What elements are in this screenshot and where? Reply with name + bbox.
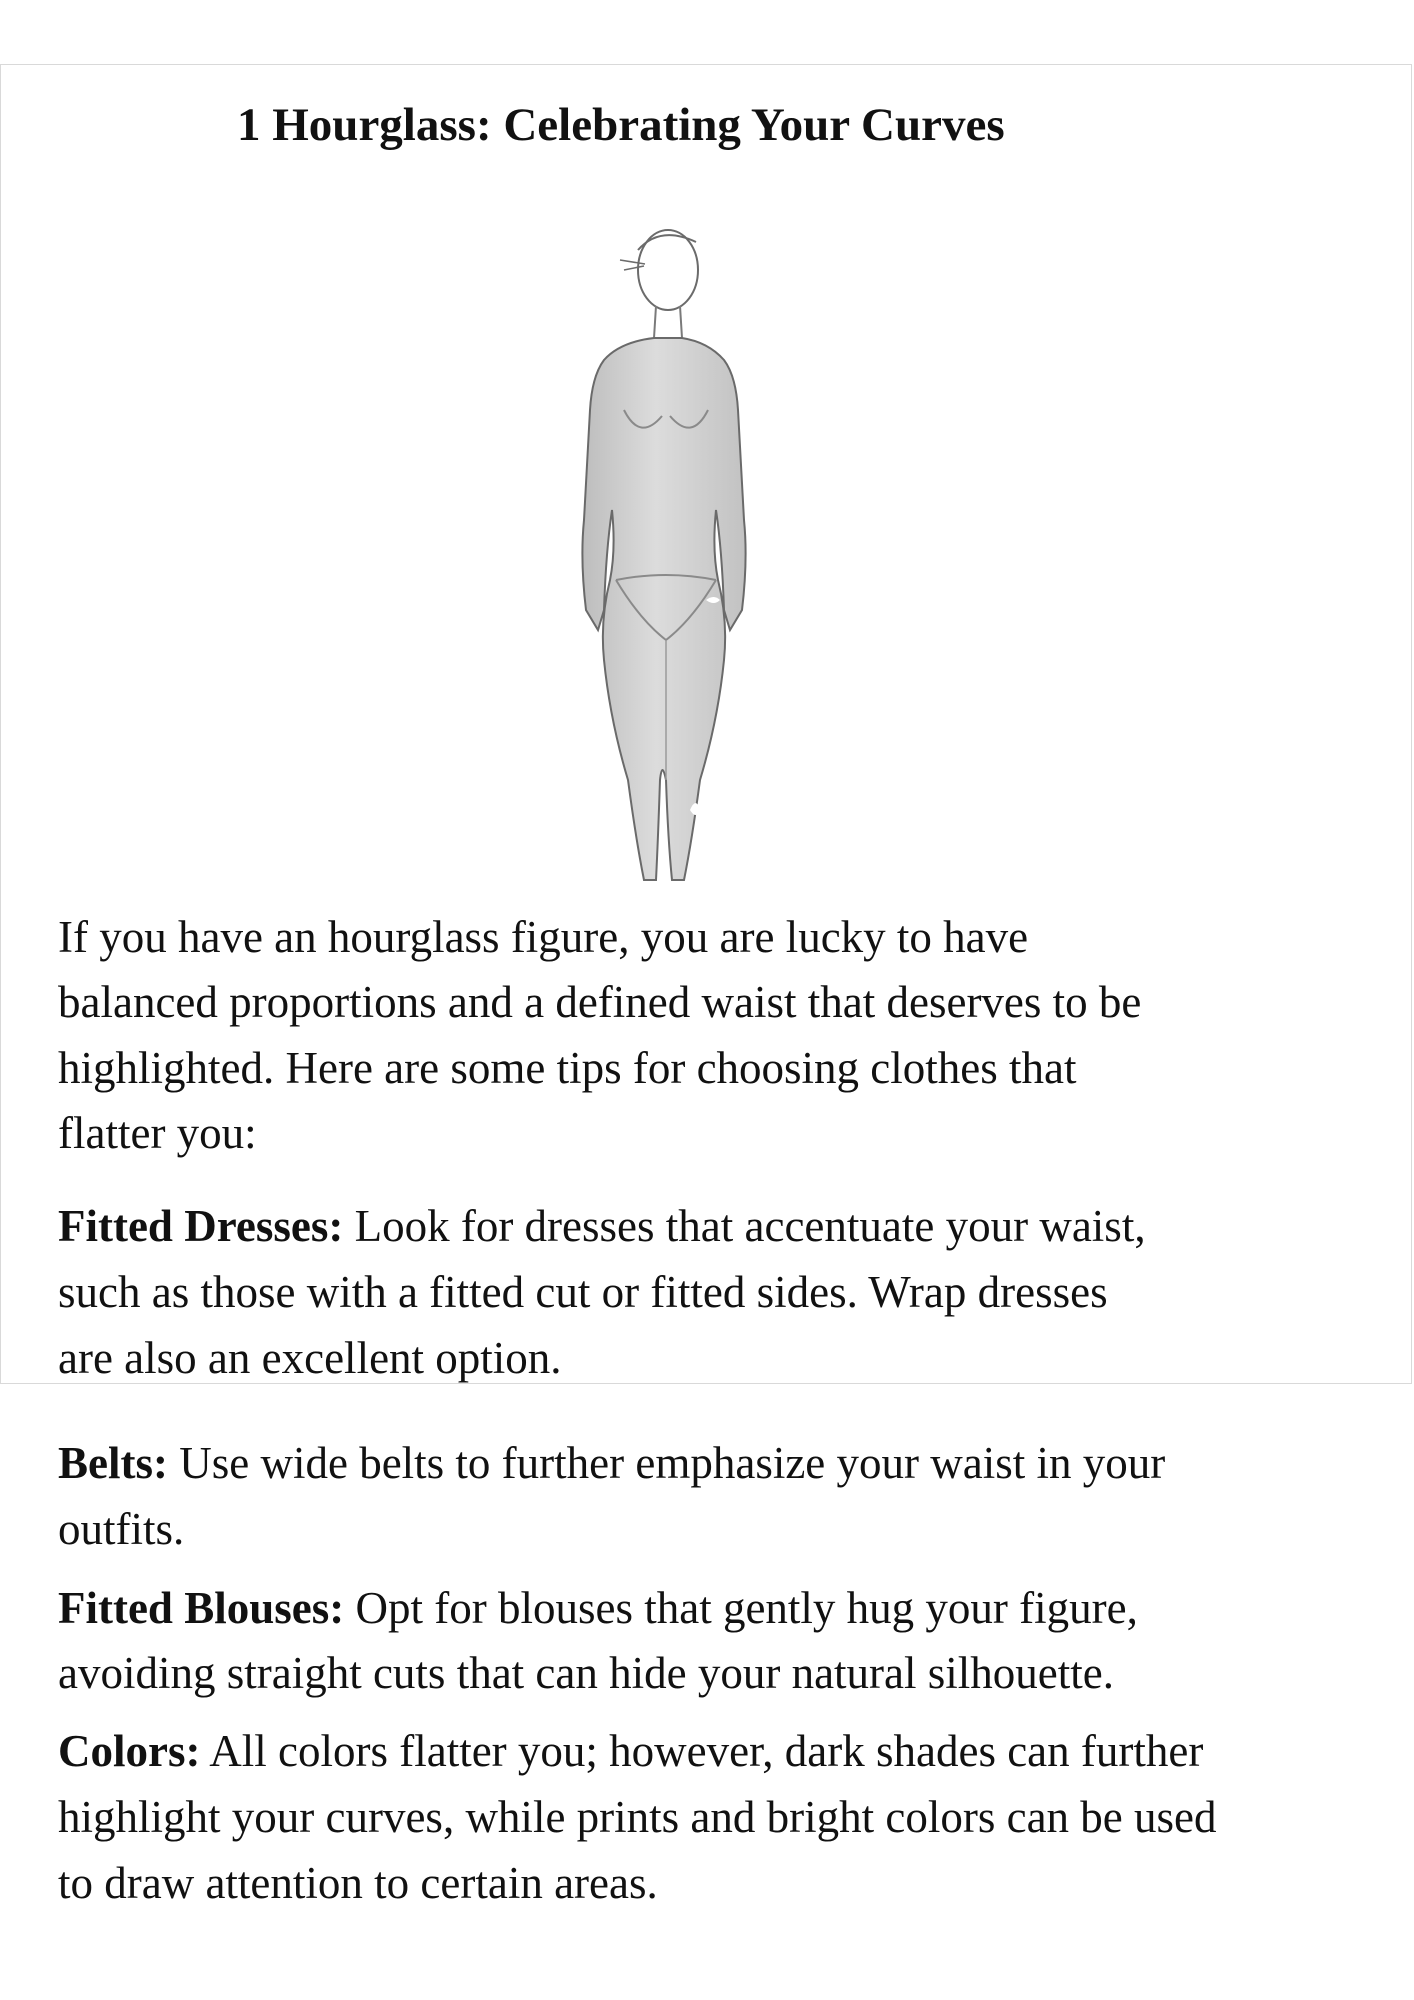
tip-colors — [58, 1718, 1358, 1916]
tip-belts — [58, 1430, 1358, 1562]
tip-label: Fitted Blouses: — [58, 1583, 345, 1633]
intro-line: balanced proportions and a defined waist that deserves to be — [58, 977, 1142, 1028]
tip-text: outfits. — [58, 1504, 185, 1555]
tip-fitted-dresses — [58, 1193, 1358, 1391]
intro-paragraph — [58, 905, 1358, 1166]
tip-text: highlight your curves, while prints and bright colors can be used — [58, 1792, 1217, 1843]
tip-text: avoiding straight cuts that can hide your natural silhouette. — [58, 1648, 1114, 1699]
tip-label: Fitted Dresses: — [58, 1201, 344, 1251]
tip-text: Use wide belts to further emphasize your waist in your — [167, 1438, 1166, 1488]
intro-line: If you have an hourglass figure, you are lucky to have — [58, 912, 1029, 962]
tip-text: Look for dresses that accentuate your waist, — [343, 1201, 1146, 1251]
hourglass-figure-illustration — [520, 220, 800, 890]
tip-text: to draw attention to certain areas. — [58, 1858, 658, 1909]
intro-line: highlighted. Here are some tips for choosing clothes that — [58, 1042, 1077, 1093]
page-title: 1 Hourglass: Celebrating Your Curves — [237, 99, 1005, 151]
tip-label: Belts: — [58, 1438, 168, 1488]
tip-label: Colors: — [58, 1726, 201, 1776]
tip-fitted-blouses — [58, 1576, 1358, 1707]
tip-text: All colors flatter you; however, dark shades can further — [200, 1726, 1204, 1776]
tip-text: are also an excellent option. — [58, 1333, 562, 1384]
intro-line: flatter you: — [58, 1107, 257, 1158]
tip-text: Opt for blouses that gently hug your figure, — [344, 1583, 1138, 1633]
tip-text: such as those with a fitted cut or fitted sides. Wrap dresses — [58, 1267, 1108, 1318]
